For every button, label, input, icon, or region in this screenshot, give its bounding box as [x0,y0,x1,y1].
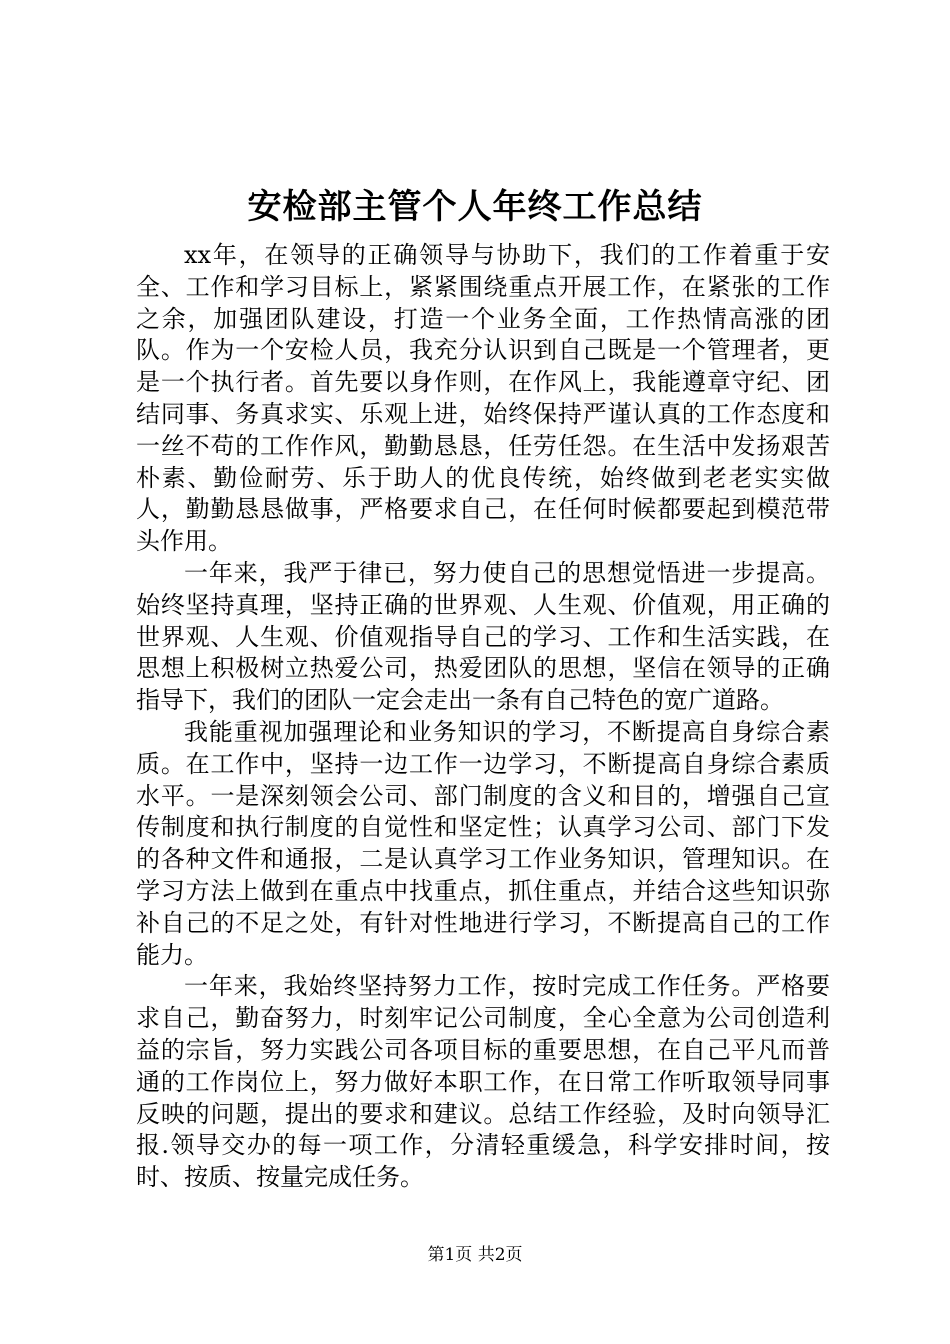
paragraph-4: 一年来，我始终坚持努力工作，按时完成工作任务。严格要求自己，勤奋努力，时刻牢记公司制度，全心全意为公司创造利益的宗旨，努力实践公司各项目标的重要思想，在自己平凡而普通的工作岗位上，努力做好本职工作，在日常工作听取领导同事反映的问题，提出的要求和建议。总结工作经验，及时向领导汇报.领导交办的每一项工作，分清轻重缓急，科学安排时间，按时、按质、按量完成任务。 [136,972,830,1192]
paragraph-3: 我能重视加强理论和业务知识的学习，不断提高自身综合素质。在工作中，坚持一边工作一边学习，不断提高自身综合素质水平。一是深刻领会公司、部门制度的含义和目的，增强自己宣传制度和执行制度的自觉性和坚定性；认真学习公司、部门下发的各种文件和通报，二是认真学习工作业务知识，管理知识。在学习方法上做到在重点中找重点，抓住重点，并结合这些知识弥补自己的不足之处，有针对性地进行学习，不断提高自己的工作能力。 [136,717,830,969]
paragraph-2: 一年来，我严于律已，努力使自己的思想觉悟进一步提高。始终坚持真理，坚持正确的世界观、人生观、价值观，用正确的世界观、人生观、价值观指导自己的学习、工作和生活实践，在思想上积极树立热爱公司，热爱团队的思想，坚信在领导的正确指导下，我们的团队一定会走出一条有自己特色的宽广道路。 [136,558,830,715]
paragraph-1: xx年，在领导的正确领导与协助下，我们的工作着重于安全、工作和学习目标上，紧紧围绕重点开展工作，在紧张的工作之余，加强团队建设，打造一个业务全面，工作热情高涨的团队。作为一个安检人员，我充分认识到自己既是一个管理者，更是一个执行者。首先要以身作则，在作风上，我能遵章守纪、团结同事、务真求实、乐观上进，始终保持严谨认真的工作态度和一丝不苟的工作作风，勤勤恳恳，任劳任怨。在生活中发扬艰苦朴素、勤俭耐劳、乐于助人的优良传统，始终做到老老实实做人，勤勤恳恳做事，严格要求自己，在任何时候都要起到模范带头作用。 [136,241,830,556]
document-title: 安检部主管个人年终工作总结 [247,187,703,227]
page-footer: 第1页 共2页 [427,1245,523,1265]
document-body [136,240,830,1194]
